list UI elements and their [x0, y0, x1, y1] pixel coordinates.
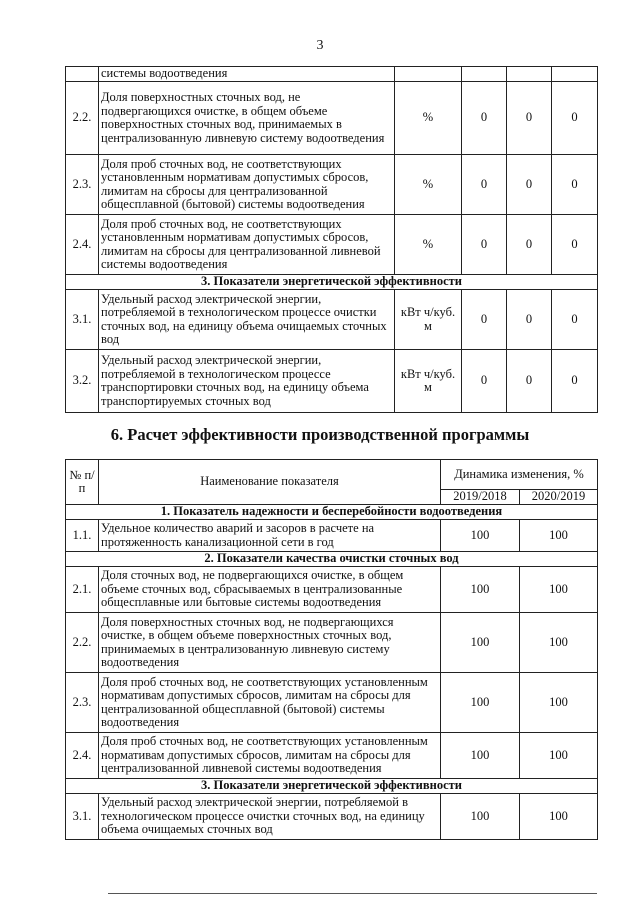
section-title: 3. Показатели энергетической эффективности	[66, 275, 598, 290]
value-cell: 100	[441, 733, 520, 779]
row-number: 3.2.	[66, 350, 99, 413]
unit-cell: %	[395, 155, 462, 215]
row-number	[66, 67, 99, 82]
row-number: 1.1.	[66, 520, 99, 552]
unit-cell: %	[395, 82, 462, 155]
value-cell: 0	[552, 215, 598, 275]
indicator-name: Доля сточных вод, не подвергающихся очистке, в общем объеме сточных вод, сбрасываемых в централизованные общесплавные или бытовые системы водоотведения	[99, 567, 441, 613]
section-title: 2. Показатели качества очистки сточных вод	[66, 552, 598, 567]
unit-cell: %	[395, 215, 462, 275]
indicator-name: Доля проб сточных вод, не соответствующих установленным нормативам допустимых сбросов, лимитам на сбросы для централизованной ливневой системы водоотведения	[99, 733, 441, 779]
value-cell: 0	[552, 350, 598, 413]
value-cell: 0	[552, 82, 598, 155]
value-cell: 100	[520, 613, 598, 673]
row-number: 3.1.	[66, 290, 99, 350]
table-row	[66, 67, 598, 82]
section-heading: 6. Расчет эффективности производственной программы	[110, 425, 530, 444]
indicator-name: Доля проб сточных вод, не соответствующих установленным нормативам допустимых сбросов, лимитам на сбросы для централизованной общесплавной (бытовой) системы водоотведения	[99, 155, 395, 215]
value-cell	[462, 67, 507, 82]
indicator-name: Доля поверхностных сточных вод, не подвергающихся очистке, в общем объеме поверхностных сточных вод, принимаемых в централизованную ливневую систему водоотведения	[99, 613, 441, 673]
indicator-name: Доля проб сточных вод, не соответствующих установленным нормативам допустимых сбросов, лимитам на сбросы для централизованной ливневой системы водоотведения	[99, 215, 395, 275]
indicator-name: Удельный расход электрической энергии, потребляемой в технологическом процессе очистки сточных вод, на единицу объема очищаемых сточных вод	[99, 794, 441, 840]
header-year-1: 2019/2018	[441, 490, 520, 505]
value-cell: 0	[462, 82, 507, 155]
indicator-name: Удельный расход электрической энергии, потребляемой в технологическом процессе транспортировки сточных вод, на единицу объема транспортируемых сточных вод	[99, 350, 395, 413]
header-name: Наименование показателя	[99, 460, 441, 505]
value-cell: 0	[462, 350, 507, 413]
header-dynamics: Динамика изменения, %	[441, 460, 598, 490]
section-row	[66, 505, 598, 520]
section-title: 3. Показатели энергетической эффективности	[66, 779, 598, 794]
value-cell: 100	[441, 520, 520, 552]
table-row	[66, 215, 598, 275]
table-row	[66, 794, 598, 840]
value-cell: 100	[441, 673, 520, 733]
indicator-name: системы водоотведения	[99, 67, 395, 82]
value-cell: 100	[441, 613, 520, 673]
table-row	[66, 290, 598, 350]
section-row	[66, 275, 598, 290]
value-cell: 100	[520, 567, 598, 613]
value-cell	[507, 67, 552, 82]
page-number: 3	[316, 38, 324, 53]
value-cell: 100	[441, 794, 520, 840]
value-cell: 0	[552, 155, 598, 215]
value-cell: 100	[441, 567, 520, 613]
row-number: 2.2.	[66, 613, 99, 673]
value-cell: 0	[507, 215, 552, 275]
bottom-rule	[108, 893, 597, 894]
value-cell: 100	[520, 520, 598, 552]
unit-cell	[395, 67, 462, 82]
value-cell: 100	[520, 733, 598, 779]
row-number: 2.4.	[66, 215, 99, 275]
table-row	[66, 733, 598, 779]
row-number: 2.4.	[66, 733, 99, 779]
value-cell: 0	[462, 215, 507, 275]
value-cell: 0	[507, 82, 552, 155]
table-row	[66, 82, 598, 155]
header-row	[66, 460, 598, 490]
indicator-name: Доля проб сточных вод, не соответствующих установленным нормативам допустимых сбросов, лимитам на сбросы для централизованной общесплавной (бытовой) системы водоотведения	[99, 673, 441, 733]
efficiency-table	[65, 459, 598, 840]
value-cell	[552, 67, 598, 82]
indicator-name: Удельное количество аварий и засоров в расчете на протяженность канализационной сети в год	[99, 520, 441, 552]
header-year-2: 2020/2019	[520, 490, 598, 505]
row-number: 2.3.	[66, 155, 99, 215]
row-number: 3.1.	[66, 794, 99, 840]
table-row	[66, 673, 598, 733]
unit-cell: кВт ч/куб. м	[395, 350, 462, 413]
row-number: 2.3.	[66, 673, 99, 733]
indicator-name: Доля поверхностных сточных вод, не подвергающихся очистке, в общем объеме поверхностных сточных вод, принимаемых в централизованную ливневую систему водоотведения	[99, 82, 395, 155]
table-row	[66, 155, 598, 215]
table-row	[66, 350, 598, 413]
section-title: 1. Показатель надежности и бесперебойности водоотведения	[66, 505, 598, 520]
value-cell: 100	[520, 794, 598, 840]
value-cell: 0	[462, 290, 507, 350]
section-row	[66, 552, 598, 567]
table-row	[66, 520, 598, 552]
value-cell: 0	[507, 155, 552, 215]
value-cell: 0	[507, 350, 552, 413]
row-number: 2.2.	[66, 82, 99, 155]
unit-cell: кВт ч/куб. м	[395, 290, 462, 350]
value-cell: 0	[462, 155, 507, 215]
value-cell: 100	[520, 673, 598, 733]
header-num: № п/п	[66, 460, 99, 505]
value-cell: 0	[552, 290, 598, 350]
table-row	[66, 567, 598, 613]
row-number: 2.1.	[66, 567, 99, 613]
indicators-table-continued	[65, 66, 598, 413]
value-cell: 0	[507, 290, 552, 350]
section-row	[66, 779, 598, 794]
indicator-name: Удельный расход электрической энергии, потребляемой в технологическом процессе очистки сточных вод, на единицу объема очищаемых сточных вод	[99, 290, 395, 350]
table-row	[66, 613, 598, 673]
